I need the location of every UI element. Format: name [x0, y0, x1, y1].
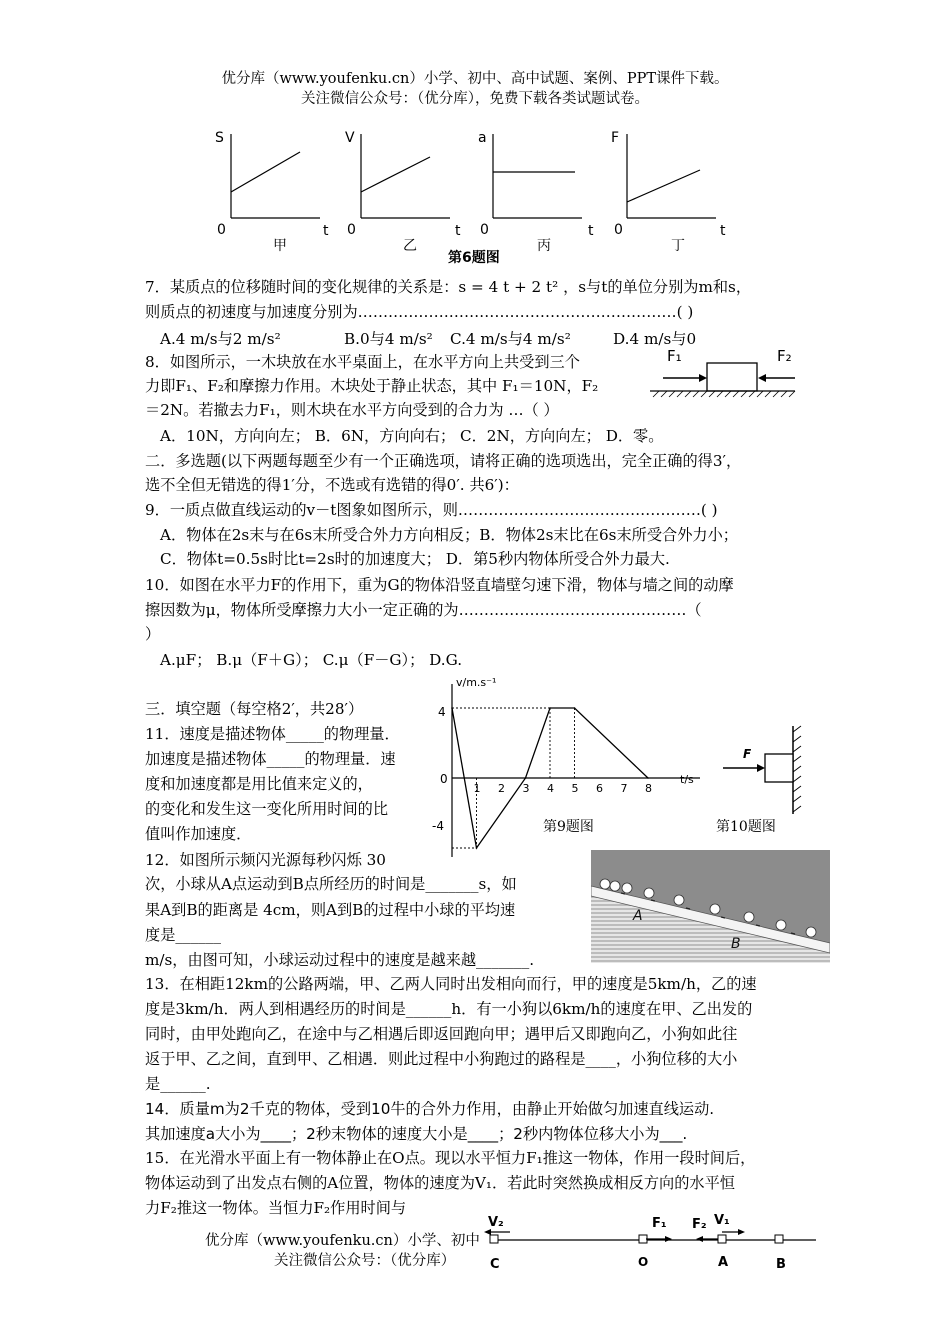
fig9-x-tick-1: 1 [473, 782, 481, 795]
fig9-x-tick-3: 3 [522, 782, 530, 795]
q15-line-3: 力F₂推这一物体。当恒力F₂作用时间与 [145, 1199, 407, 1217]
header-line-1: 优分库（www.youfenku.cn）小学、初中、高中试题、案例、PPT课件下载。 [221, 71, 729, 87]
q6-figure [205, 122, 765, 267]
fig9-x-tick-2: 2 [498, 782, 505, 795]
fig9-x-tick-5: 5 [571, 782, 579, 795]
q15-box-b [775, 1235, 783, 1243]
photo-label-a: A [633, 908, 643, 924]
q15-box-c [490, 1235, 498, 1243]
fig9-point-5 [647, 777, 649, 779]
fig9-y-axis-label: v/m.s⁻¹ [456, 676, 497, 689]
fig9-x-axis-label: t/s [680, 773, 694, 786]
graph-ding-ylabel: F [611, 130, 620, 146]
q13-line-5: 是______. [145, 1075, 211, 1093]
graph-ding-xlabel: t [720, 223, 726, 239]
fig9-origin: 0 [440, 772, 448, 786]
graph-bing-ylabel: a [478, 130, 487, 146]
graph-jia [215, 130, 329, 254]
q15-label-b: B [776, 1257, 786, 1272]
graph-bing-origin: 0 [480, 222, 489, 238]
fig9-caption: 第9题图 [543, 819, 594, 835]
q8-options: A．10N，方向向左； B．6N，方向向右； C．2N，方向向左； D．零。 [160, 427, 664, 445]
q15-line-1: 15．在光滑水平面上有一物体静止在O点。现以水平恒力F₁推这一物体，作用一段时间后， [145, 1149, 756, 1167]
q7-option-d: D.4 m/s与0 [613, 330, 697, 348]
fig9-x-tick-6: 6 [596, 782, 603, 795]
q8-line-2: 力即F₁、F₂和摩擦力作用。木块处于静止状态，其中 F₁＝10N，F₂ [145, 377, 599, 395]
block [765, 754, 793, 782]
q15-label-o: O [638, 1255, 649, 1269]
q15-box-a [718, 1235, 726, 1243]
graph-ding-line [627, 170, 700, 202]
q13-line-4: 返于甲、乙之间，直到甲、乙相遇．则此过程中小狗跑过的路程是____，小狗位移的大小 [145, 1050, 738, 1068]
q15-label-a: A [718, 1255, 729, 1270]
q15-label-c: C [490, 1257, 500, 1272]
q12-strobe-photo [591, 850, 830, 963]
q9-stem: 9．一质点做直线运动的v－t图象如图所示，则…………………………………………( ) [145, 501, 718, 519]
q10-line-1: 10．如图在水平力F的作用下，重为G的物体沿竖直墙壁匀速下滑，物体与墙之间的动摩 [145, 576, 734, 594]
q10-line-3: ） [145, 625, 161, 643]
q8-line-1: 8．如图所示，一木块放在水平桌面上，在水平方向上共受到三个 [145, 353, 580, 371]
f2-label: F₂ [777, 347, 792, 365]
q7-option-a: A.4 m/s与2 m/s² [160, 330, 281, 348]
q12-line-4: 度是______ [145, 926, 221, 944]
graph-ding-name: 丁 [671, 238, 685, 254]
q11-line-3: 度和加速度都是用比值来定义的， [145, 775, 373, 793]
section2-line-1: 二．多选题(以下两题每题至少有一个正确选项，请将正确的选项选出，完全正确的得3′， [145, 452, 742, 470]
q7-option-b: B.0与4 m/s² [344, 330, 433, 348]
graph-bing-name: 丙 [537, 238, 551, 254]
graph-jia-name: 甲 [273, 238, 287, 254]
footer-line-1: 优分库（www.youfenku.cn）小学、初中 [205, 1233, 480, 1249]
fig9-point-4 [574, 707, 576, 709]
q11-line-1: 11．速度是描述物体_____的物理量． [145, 725, 400, 743]
q15-label-v1: V₁ [714, 1213, 730, 1228]
q11-line-5: 值叫作加速度． [145, 825, 252, 843]
q14-line-1: 14．质量m为2千克的物体，受到10牛的合外力作用，由静止开始做匀加速直线运动. [145, 1100, 715, 1118]
q11-line-4: 的变化和发生这一变化所用时间的比 [145, 800, 388, 818]
fig9-y-tick-4: 4 [438, 705, 446, 719]
q13-line-3: 同时，由甲处跑向乙，在途中与乙相遇后即返回跑向甲；遇甲后又即跑向乙，小狗如此往 [145, 1025, 738, 1043]
force-label: F [743, 747, 752, 761]
q13-line-2: 度是3km/h．两人到相遇经历的时间是______h．有一小狗以6km/h的速度在甲、乙出发的 [145, 1000, 753, 1018]
q9-options-ab: A．物体在2s末与在6s末所受合外力方向相反；B．物体2s末比在6s末所受合外力小； [160, 526, 738, 544]
q15-label-f1: F₁ [652, 1216, 667, 1231]
q12-line-3: 果A到B的距离是 4cm，则A到B的过程中小球的平均速 [145, 901, 516, 919]
graph-jia-xlabel: t [323, 223, 329, 239]
fig9-point-1 [476, 847, 478, 849]
q12-line-2: 次，小球从A点运动到B点所经历的时间是_______s，如 [145, 875, 517, 893]
graph-yi-ylabel: V [345, 130, 355, 146]
graph-yi-line [361, 157, 430, 192]
q7-line-2: 则质点的初速度与加速度分别为………………………………………………………( ) [145, 303, 694, 321]
fig9-y-tick-neg4: -4 [432, 819, 444, 833]
graph-yi-xlabel: t [455, 223, 461, 239]
q7-option-c: C.4 m/s与4 m/s² [450, 330, 571, 348]
wood-block [707, 363, 757, 391]
section3-title: 三．填空题（每空格2′，共28′） [145, 700, 364, 718]
fig9-x-tick-8: 8 [645, 782, 652, 795]
graph-jia-ylabel: S [215, 130, 224, 146]
graph-yi-name: 乙 [403, 238, 417, 254]
q15-box-o [639, 1235, 647, 1243]
q13-line-1: 13．在相距12km的公路两端，甲、乙两人同时出发相向而行，甲的速度是5km/h，乙的速 [145, 975, 757, 993]
footer-line-2: 关注微信公众号：（优分库） [274, 1253, 456, 1269]
photo-label-b: B [731, 936, 741, 952]
q8-line-3: ＝2N。若撤去力F₁，则木块在水平方向受到的合力为 …（ ） [145, 401, 559, 419]
graph-jia-origin: 0 [217, 222, 226, 238]
graph-yi [345, 130, 461, 254]
q8-figure [645, 345, 805, 405]
q12-line-5: m/s，由图可知，小球运动过程中的速度是越来越_______. [145, 951, 535, 969]
fig10-figure [715, 722, 805, 817]
q15-label-v2: V₂ [488, 1215, 504, 1230]
section2-line-2: 选不全但无错选的得1′分，不选或有选错的得0′. 共6′)： [145, 476, 519, 494]
q7-line-1: 7．某质点的位移随时间的变化规律的关系是：s = 4 t + 2 t² ，s与t的单位分别为m和s， [145, 278, 752, 296]
graph-ding [611, 130, 726, 254]
fig9-x-tick-7: 7 [620, 782, 628, 795]
q15-label-f2: F₂ [692, 1217, 707, 1232]
header-line-2: 关注微信公众号：（优分库），免费下载各类试题试卷。 [301, 91, 649, 107]
q11-line-2: 加速度是描述物体_____的物理量．速 [145, 750, 396, 768]
fig10-caption: 第10题图 [716, 819, 776, 835]
q12-line-1: 12．如图所示频闪光源每秒闪烁 30 [145, 851, 386, 869]
graph-bing [478, 130, 594, 254]
q9-options-cd: C．物体t=0.5s时比t=2s时的加速度大； D．第5秒内物体所受合外力最大. [160, 550, 670, 568]
graph-ding-origin: 0 [614, 222, 623, 238]
q14-line-2: 其加速度a大小为____；2秒末物体的速度大小是____；2秒内物体位移大小为___. [145, 1125, 688, 1143]
fig9-point-2 [525, 777, 527, 779]
q6-caption: 第6题图 [448, 250, 500, 266]
q10-options: A.μF； B.μ（F＋G）； C.μ（F－G）； D.G. [160, 651, 463, 669]
q10-line-2: 擦因数为μ，物体所受摩擦力大小一定正确的为………………………………………（ [145, 601, 702, 619]
fig9-point-3 [549, 707, 551, 709]
graph-bing-xlabel: t [588, 223, 594, 239]
fig9-point-0 [451, 707, 453, 709]
graph-jia-line [231, 152, 300, 192]
f1-label: F₁ [667, 347, 682, 365]
q15-figure [478, 1208, 818, 1278]
q15-line-2: 物体运动到了出发点右侧的A位置，物体的速度为V₁．若此时突然换成相反方向的水平恒 [145, 1174, 735, 1192]
fig9-x-tick-4: 4 [547, 782, 554, 795]
graph-yi-origin: 0 [347, 222, 356, 238]
